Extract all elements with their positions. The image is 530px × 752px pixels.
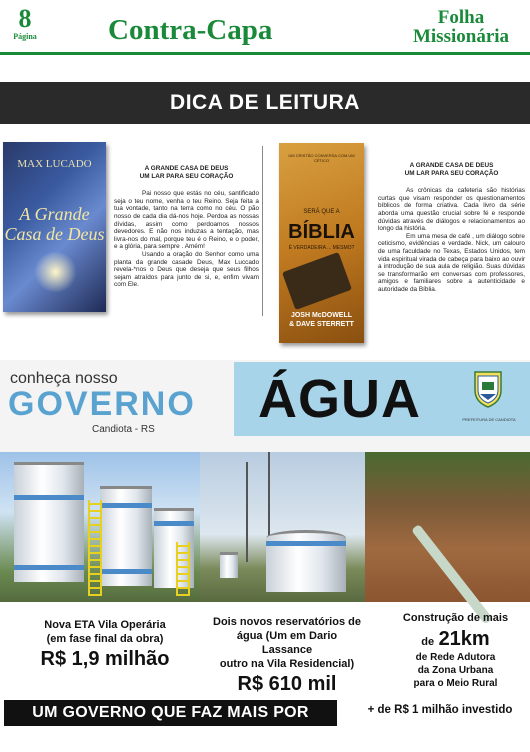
governo-title: GOVERNO	[8, 385, 196, 423]
article-2-heading	[378, 162, 525, 177]
book2-authors	[279, 311, 364, 329]
tank-band	[100, 569, 152, 574]
tank-band	[14, 565, 84, 570]
tank-band	[266, 541, 346, 546]
tank-1	[14, 462, 84, 582]
fact-rede-distance	[388, 628, 523, 651]
fact-res-desc3: outro na Vila Residencial)	[219, 658, 355, 670]
fact-rede-desc4: para o Meio Rural	[413, 678, 498, 689]
governo-kicker: conheça nosso	[10, 370, 118, 387]
fact-rede-km: 21km	[438, 628, 490, 650]
article-1-heading-line1: A GRANDE CASA DE DEUS	[144, 165, 229, 172]
fact-res-desc1: Dois novos reservatórios de	[213, 616, 361, 628]
section-banner: DICA DE LEITURA	[0, 82, 530, 124]
article-1	[114, 165, 259, 289]
header-rule	[0, 52, 530, 55]
stair-ladder	[176, 542, 190, 596]
fact-rede-desc3: da Zona Urbana	[417, 665, 494, 676]
small-tank	[220, 552, 238, 578]
stair-ladder	[88, 500, 102, 596]
article-1-heading	[114, 165, 259, 180]
book-cover-grande-casa	[3, 142, 106, 312]
photo-rede-adutora	[365, 452, 530, 602]
book2-title-line2: BÍBLIA	[288, 221, 355, 243]
fact-reservatorios	[212, 615, 362, 697]
fact-res-value: R$ 610 mil	[237, 673, 337, 695]
antenna-tower	[246, 462, 248, 562]
agua-title: ÁGUA	[258, 369, 421, 429]
fact-eta-value: R$ 1,9 milhão	[40, 648, 170, 670]
photo-strip	[0, 452, 530, 602]
photo-eta-vila-operaria	[0, 452, 200, 602]
section-title: Contra-Capa	[108, 14, 273, 46]
tank-2	[100, 486, 152, 586]
book2-author2: & DAVE STERRETT	[289, 321, 354, 328]
page-number: 8	[18, 4, 32, 33]
prefeitura-label: PREFEITURA DE CANDIOTA	[462, 417, 516, 422]
logo-line2: Missionária	[412, 26, 510, 47]
article-2	[378, 162, 525, 294]
fact-rede-adutora	[388, 608, 523, 690]
fact-eta-desc1: Nova ETA Vila Operária	[44, 619, 166, 631]
book2-title-line3: É VERDADEIRA ... MESMO?	[288, 245, 355, 251]
publication-logo	[398, 8, 524, 46]
reservoir-tank	[266, 530, 346, 592]
column-divider	[262, 146, 263, 316]
tank-band	[154, 521, 194, 526]
book2-title-line1: SERÁ QUE A	[303, 209, 340, 215]
investment-note: + de R$ 1 milhão investido	[367, 704, 513, 716]
governo-city: Candiota - RS	[92, 424, 155, 435]
fact-rede-pre: de	[421, 636, 435, 648]
article-1-heading-line2: UM LAR PARA SEU CORAÇÃO	[139, 172, 234, 180]
coat-of-arms-icon	[472, 368, 504, 408]
book2-author1: JOSH McDOWELL	[290, 312, 353, 319]
book2-bible-illustration	[282, 252, 352, 310]
tank-band	[14, 495, 84, 500]
book1-author: MAX LUCADO	[17, 158, 92, 170]
fact-res-desc2: água (Um em Dario Lassance	[236, 630, 338, 656]
fact-rede-desc2: de Rede Adutora	[415, 652, 496, 663]
page-header	[0, 0, 530, 58]
fact-eta-desc2: (em fase final da obra)	[46, 633, 164, 645]
book2-series: UM CRISTÃO CONVERSA COM UM CÉTICO	[288, 153, 355, 163]
article-2-heading-line2: UM LAR PARA SEU CORAÇÃO	[404, 169, 499, 177]
fact-rede-desc1: Construção de mais	[402, 612, 509, 624]
article-2-para1: As crônicas da cafeteria são histórias curtas que visam responder os questionamentos bíblicos de forma criativa. Cada livro da série aborda uma questão crucial sobre fé e responde dúvidas através de diálogos e relacionamentos ao longo da história.	[378, 187, 525, 233]
article-2-para2: Em uma mesa de café , um diálogo sobre ceticismo, evidências e verdade. Nick, um calouro de uma faculdade no Texas, Estados Unidos, tem vida espiritual virada de cabeça para baixo ao ouvir a introdução de sua aula de religião. Suas dúvidas se transformarão em conversas com professores, amigos e familiares sobre a autenticidade e autoridade da Bíblia.	[378, 232, 525, 293]
page-label: Página	[13, 32, 37, 41]
slogan-bar: UM GOVERNO QUE FAZ MAIS POR CANDIOTA	[4, 700, 337, 726]
book1-title: A Grande Casa de Deus	[4, 204, 105, 244]
page-number-block	[10, 6, 40, 41]
article-1-para1: Pai nosso que estás no céu, santificado seja o teu nome, venha o teu Reino. Seja feita a tua vontade, tanto na terra como no céu. O pão nosso de cada dia dá-nos hoje. Perdoa as nossas dívidas, assim como perdoamos nossos devedores. E não nos induzas a tentação, mas livra-nos do mal, porque teu é o Reino, e o poder, e a glória, para sempre . Amém!	[114, 190, 259, 251]
photo-reservatorios	[200, 452, 365, 602]
fact-eta	[20, 618, 190, 672]
article-1-para2: Usando a oração do Senhor como uma planta da grande casade Deus, Max Luccado revela-*nos o Deus que deseja que seus filhos sejam atraídos para junto de si, e, enfim vivam com Ele.	[114, 250, 259, 289]
book-cover-biblia	[279, 143, 364, 343]
logo-line1: Folha	[437, 7, 485, 28]
article-2-heading-line1: A GRANDE CASA DE DEUS	[409, 162, 494, 169]
tank-band	[100, 503, 152, 508]
book1-light-decoration	[33, 252, 78, 292]
